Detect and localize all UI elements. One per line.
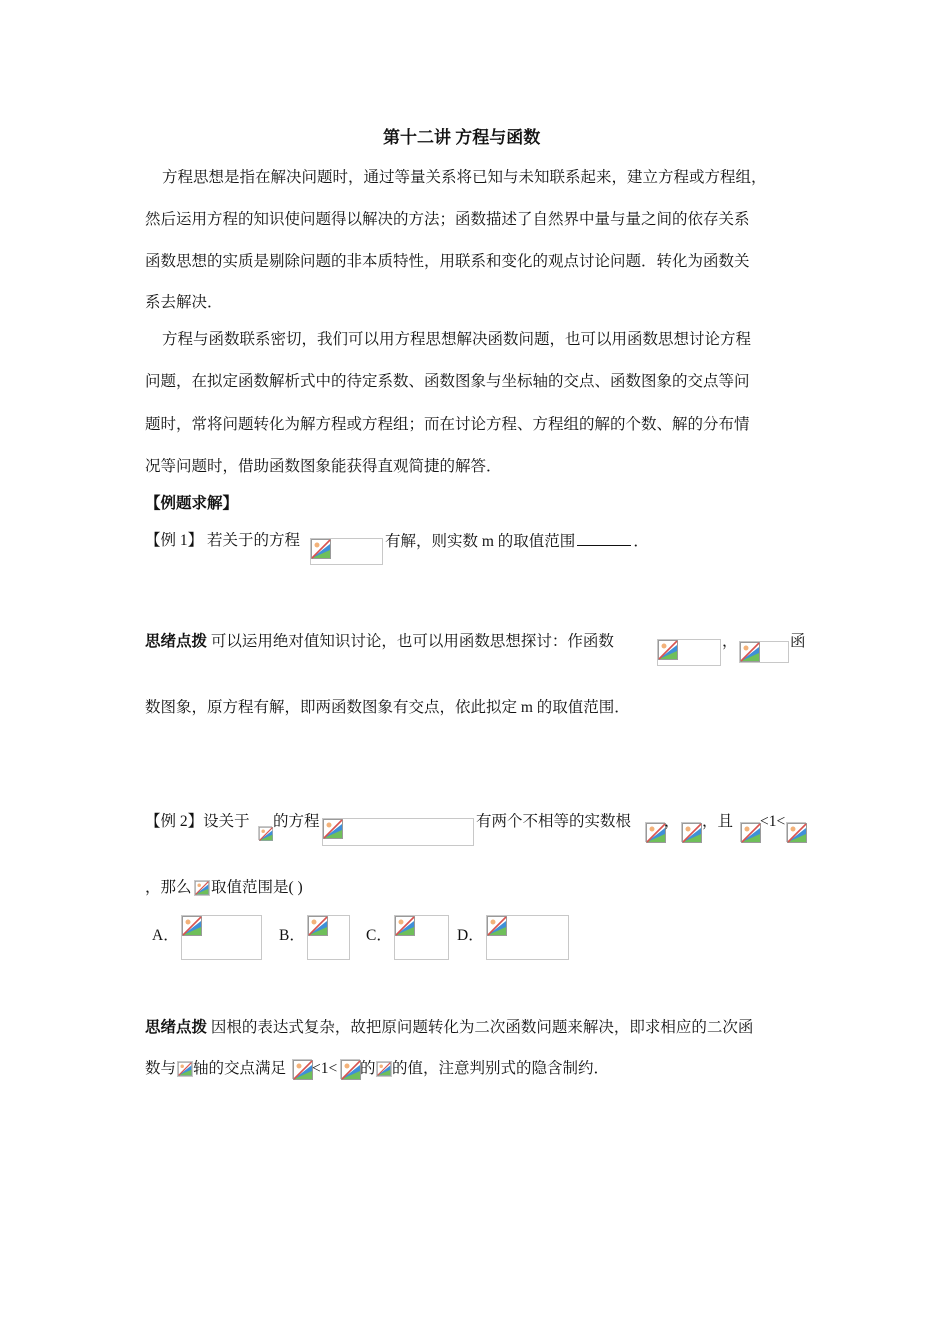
broken-image-icon [740, 642, 760, 662]
intro-p2-line1: 方程与函数联系密切，我们可以用方程思想解决函数问题，也可以用函数思想讨论方程 [162, 331, 752, 348]
axis-image [177, 1061, 193, 1077]
example1-label: 【例 1】 [145, 532, 204, 549]
option-d-label: D． [457, 927, 484, 944]
root-x2-image-b [786, 822, 806, 842]
hint1-text-b: 函 [790, 633, 806, 650]
example2-comma2: ，且 [702, 813, 734, 830]
example1-line-rest [385, 531, 649, 552]
example2-text-a: 设关于 [203, 813, 250, 830]
example2-line2-a: ，那么 [145, 879, 192, 896]
option-b-label: B． [279, 927, 305, 944]
option-d-image[interactable] [486, 915, 569, 960]
hint2-line1 [145, 1018, 753, 1038]
function-image-1 [657, 639, 721, 666]
option-b-image[interactable] [307, 915, 350, 960]
example2-line1 [145, 812, 250, 832]
hint1-text-a: 可以运用绝对值知识讨论，也可以用函数思想探讨：作函数 [210, 633, 614, 650]
example1-line [145, 531, 300, 551]
broken-image-icon [377, 1062, 391, 1076]
broken-image-icon [323, 819, 343, 839]
root-x1-image [645, 822, 665, 842]
broken-image-icon [178, 1062, 192, 1076]
option-c-image[interactable] [394, 915, 449, 960]
broken-image-icon [682, 823, 702, 843]
option-a-label: A． [152, 927, 179, 944]
intro-p2-line3: 题时，常将问题转化为解方程或方程组；而在讨论方程、方程组的解的个数、解的分布情 [145, 416, 750, 433]
root-x1-image-c [292, 1059, 312, 1079]
broken-image-icon [195, 881, 209, 895]
equation-image [310, 538, 383, 565]
hint2-line2-a: 数与 [145, 1060, 177, 1077]
broken-image-icon [646, 823, 666, 843]
option-a-image[interactable] [181, 915, 262, 960]
intro-p1-line2: 然后运用方程的知识使问题得以解决的方法；函数描述了自然界中量与量之间的依存关系 [145, 211, 750, 228]
intro-p2-line4: 况等问题时，借助函数图象能获得直观简捷的解答． [145, 458, 502, 475]
option-c-label: C． [366, 927, 392, 944]
hint1-line2: 数图象，原方程有解，即两函数图象有交点，依此拟定 m 的取值范围． [145, 699, 630, 716]
parameter-image-b [376, 1061, 392, 1077]
root-x2-image [681, 822, 701, 842]
hint2-line2-d: 的 [360, 1060, 376, 1077]
broken-image-icon [658, 640, 678, 660]
broken-image-icon [308, 916, 328, 936]
broken-image-icon [487, 916, 507, 936]
example1-text-b: 有解，则实数 m 的取值范围 [385, 533, 576, 550]
root-x1-image-b [740, 822, 760, 842]
example2-lt1: <1< [760, 813, 786, 830]
intro-p1-line4: 系去解决． [145, 294, 223, 311]
intro-p1-line1: 方程思想是指在解决问题时，通过等量关系将已知与未知联系起来，建立方程或方程组， [162, 169, 767, 186]
example2-text-b: 的方程 [273, 813, 320, 830]
hint2-label: 思绪点拨 [145, 1019, 208, 1036]
page-title: 第十二讲 方程与函数 [383, 128, 541, 147]
parameter-image [194, 880, 210, 896]
example2-text-c: 有两个不相等的实数根 [476, 813, 632, 830]
hint2-line2-c: <1< [312, 1060, 338, 1077]
example1-text-end: ． [633, 533, 649, 550]
hint2-line2-b: 轴的交点满足 [193, 1060, 287, 1077]
example1-text-a: 若关于的方程 [207, 532, 301, 549]
root-x2-image-c [340, 1059, 360, 1079]
example2-comma1: ， [664, 813, 680, 830]
broken-image-icon [341, 1060, 361, 1080]
function-image-2 [739, 641, 789, 663]
broken-image-icon [741, 823, 761, 843]
broken-image-icon [395, 916, 415, 936]
broken-image-icon [311, 539, 331, 559]
hint2-text-a: 因根的表达式复杂，故把原问题转化为二次函数问题来解决，即求相应的二次函 [210, 1019, 754, 1036]
broken-image-icon [787, 823, 807, 843]
example2-label: 【例 2】 [145, 813, 204, 830]
hint1-comma: ， [722, 633, 738, 650]
section-heading: 【例题求解】 [145, 495, 239, 512]
variable-image [258, 826, 272, 840]
broken-image-icon [293, 1060, 313, 1080]
hint1-label: 思绪点拨 [145, 633, 208, 650]
hint1-line1 [145, 632, 614, 652]
answer-blank [577, 531, 631, 546]
hint2-line2-e: 的值，注意判别式的隐含制约． [392, 1060, 610, 1077]
quadratic-equation-image [322, 818, 474, 846]
example2-line2-b: 取值范围是( ) [211, 879, 303, 896]
intro-p1-line3: 函数思想的实质是剔除问题的非本质特性，用联系和变化的观点讨论问题．转化为函数关 [145, 253, 750, 270]
broken-image-icon [259, 827, 273, 841]
broken-image-icon [182, 916, 202, 936]
intro-p2-line2: 问题，在拟定函数解析式中的待定系数、函数图象与坐标轴的交点、函数图象的交点等问 [145, 373, 750, 390]
